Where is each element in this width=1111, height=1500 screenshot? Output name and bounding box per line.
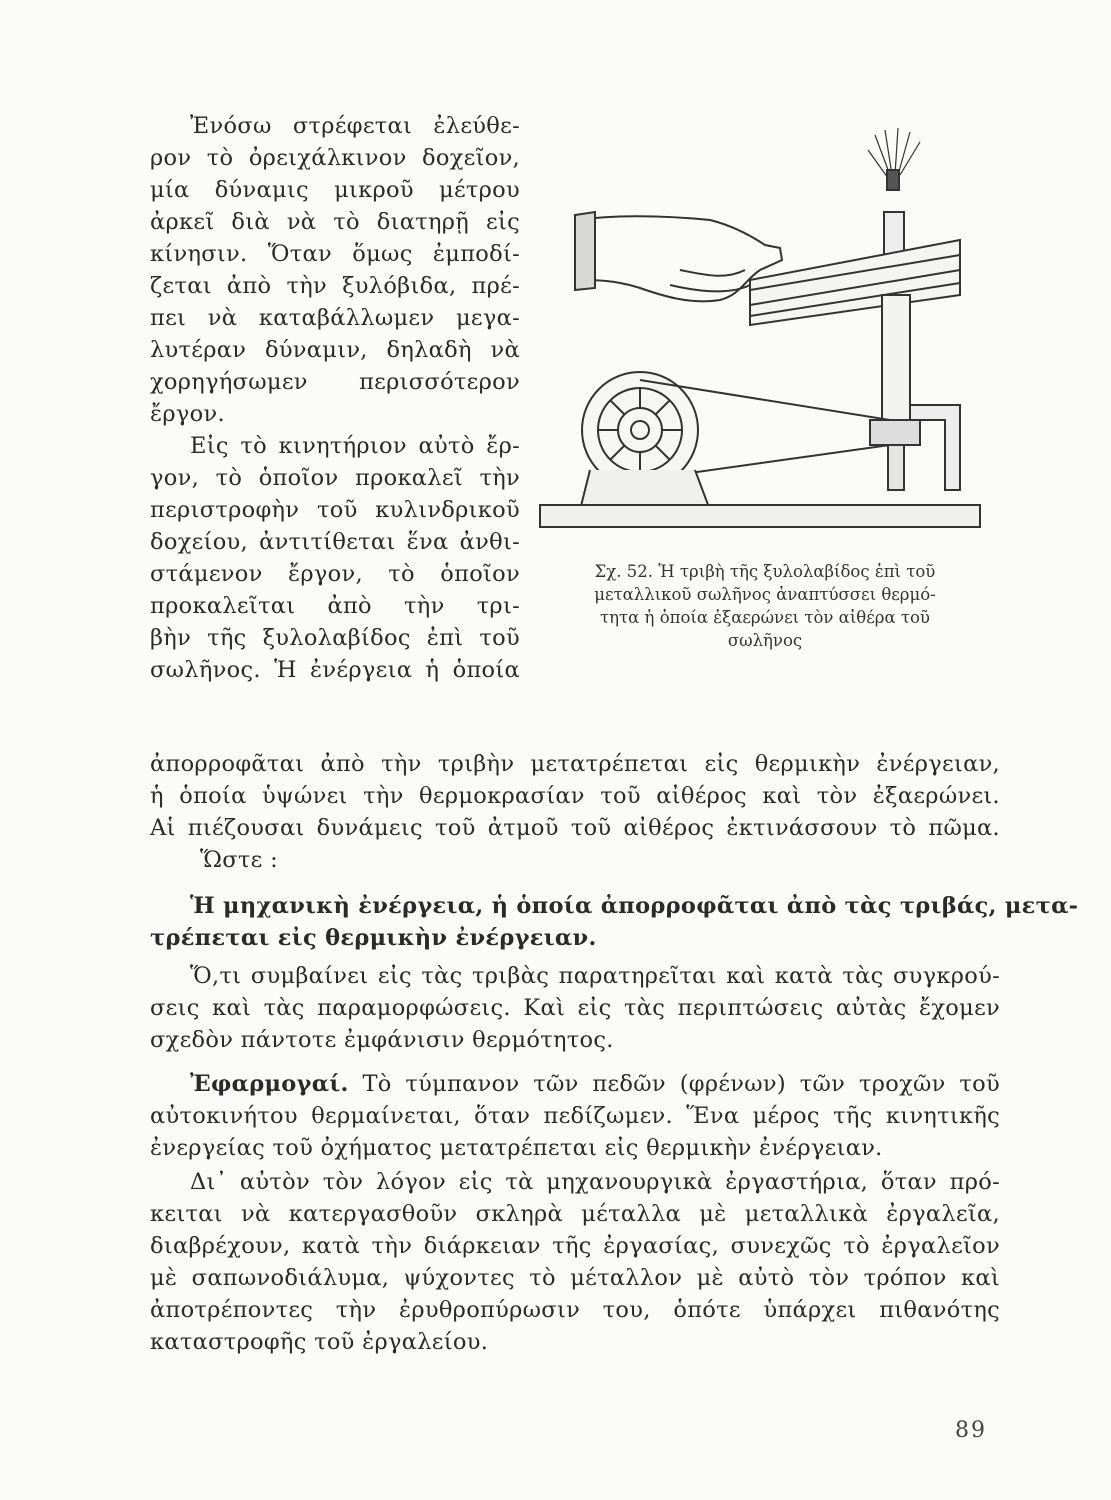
pulley	[870, 420, 920, 445]
text-line: σχεδὸν πάντοτε ἐμφάνισιν θερμότητος.	[150, 1027, 614, 1053]
left-column-text	[150, 110, 520, 686]
cuff	[575, 212, 595, 290]
paragraph-continuation	[150, 748, 1000, 876]
text-line: σωλῆνος. Ἡ ἐνέργεια ἡ ὁποία	[150, 657, 520, 683]
text-line: Εἰς τὸ κινητήριον αὐτὸ ἔρ-	[190, 433, 520, 459]
text-line: ἡ ὁποία ὑψώνει τὴν θερμοκρασίαν τοῦ αἰθέρος καὶ τὸν ἐξαερώνει.	[150, 783, 1000, 809]
figure-caption	[540, 560, 990, 652]
text-line: γον, τὸ ὁποῖον προκαλεῖ τὴν	[150, 465, 520, 491]
paragraph-collisions	[150, 960, 1000, 1056]
text-line: Αἱ πιέζουσαι δυνάμεις τοῦ ἀτμοῦ τοῦ αἰθέρος ἐκτινάσσουν τὸ πῶμα.	[150, 815, 1000, 841]
text-line: ἀρκεῖ διὰ νὰ τὸ διατηρῇ εἰς	[150, 209, 520, 235]
text-line: πει νὰ καταβάλλωμεν μεγα-	[150, 305, 520, 331]
text-line: προκαλεῖται ἀπὸ τὴν τρι-	[150, 593, 520, 619]
text-line: ἀποτρέποντες τὴν ἐρυθροπύρωσιν του, ὁπότε ὑπάρχει πιθανότης	[150, 1297, 1000, 1323]
text-line: χορηγήσωμεν περισσότερον	[150, 369, 520, 395]
applications-heading: Ἐφαρμογαί.	[190, 1071, 349, 1097]
text-line: μὲ σαπωνοδιάλυμα, ψύχοντες τὸ μέταλλον μὲ αὐτὸ τὸν τρόπον καὶ	[150, 1265, 1000, 1291]
caption-line: μεταλλικοῦ σωλῆνος ἀναπτύσσει θερμό-	[594, 585, 936, 604]
bracket	[910, 405, 960, 490]
text-line: περιστροφὴν τοῦ κυλινδρικοῦ	[150, 497, 520, 523]
paragraph-workshops	[150, 1166, 1000, 1358]
text-line: τρέπεται εἰς θερμικὴν ἐνέργειαν.	[150, 925, 597, 951]
text-line: Ὥστε :	[200, 847, 278, 873]
applications-first-line: Τὸ τύμπανον τῶν πεδῶν (φρένων) τῶν τροχῶν τοῦ	[362, 1071, 1000, 1097]
text-line: ἀπορροφᾶται ἀπὸ τὴν τριβὴν μετατρέπεται εἰς θερμικὴν ἐνέργειαν,	[150, 751, 1000, 777]
text-line: ἐνεργείας τοῦ ὀχήματος μετατρέπεται εἰς θερμικὴν ἐνέργειαν.	[150, 1135, 883, 1161]
text-line: ἔργον.	[150, 401, 225, 427]
text-line: Ὅ,τι συμβαίνει εἰς τὰς τριβὰς παρατηρεῖται καὶ κατὰ τὰς συγκρού-	[190, 963, 1000, 989]
base-board	[540, 505, 980, 527]
paragraph-applications	[150, 1068, 1000, 1164]
caption-line: σωλῆνος	[727, 631, 803, 650]
text-line: Ἐνόσω στρέφεται ἐλεύθε-	[190, 113, 520, 139]
text-line: Δι᾽ αὐτὸν τὸν λόγον εἰς τὰ μηχανουργικὰ ἐργαστήρια, ὅταν πρό-	[190, 1169, 1000, 1195]
text-line: σεις καὶ τὰς παραμορφώσεις. Καὶ εἰς τὰς περιπτώσεις αὐτὰς ἔχομεν	[150, 995, 1000, 1021]
text-line: ζεται ἀπὸ τὴν ξυλόβιδα, πρέ-	[150, 273, 520, 299]
conclusion-statement	[150, 890, 1079, 954]
page-number: 89	[955, 1418, 987, 1443]
text-line: κειται νὰ κατεργασθοῦν σκληρὰ μέταλλα μὲ μεταλλικὰ ἐργαλεῖα,	[150, 1201, 1000, 1227]
text-line: ρον τὸ ὀρειχάλκινον δοχεῖον,	[150, 145, 520, 171]
caption-line: τητα ἡ ὁποία ἐξαερώνει τὸν αἰθέρα τοῦ	[600, 608, 930, 627]
text-line: λυτέραν δύναμιν, δηλαδὴ νὰ	[150, 337, 520, 363]
text-line: κίνησιν. Ὅταν ὅμως ἐμποδί-	[150, 241, 520, 267]
friction-apparatus-illustration	[520, 120, 990, 575]
text-line: διαβρέχουν, κατὰ τὴν διάρκειαν τῆς ἐργασίας, συνεχῶς τὸ ἐργαλεῖον	[150, 1233, 1000, 1259]
text-line: στάμενον ἔργον, τὸ ὁποῖον	[150, 561, 520, 587]
cork-stopper	[887, 170, 899, 190]
text-line: καταστροφῆς τοῦ ἐργαλείου.	[150, 1329, 489, 1355]
text-line	[150, 1068, 1000, 1100]
text-line: αὐτοκινήτου θερμαίνεται, ὅταν πεδίζωμεν. Ἕνα μέρος τῆς κινητικῆς	[150, 1103, 1000, 1129]
text-line: δοχείου, ἀντιτίθεται ἕνα ἀνθι-	[150, 529, 520, 555]
text-line: μία δύναμις μικροῦ μέτρου	[150, 177, 520, 203]
caption-line: Σχ. 52. Ἡ τριβὴ τῆς ξυλολαβίδος ἐπὶ τοῦ	[594, 562, 936, 581]
text-line: βὴν τῆς ξυλολαβίδος ἐπὶ τοῦ	[150, 625, 520, 651]
text-line: Ἡ μηχανικὴ ἐνέργεια, ἡ ὁποία ἀπορροφᾶται ἀπὸ τὰς τριβάς, μετα-	[190, 893, 1079, 919]
